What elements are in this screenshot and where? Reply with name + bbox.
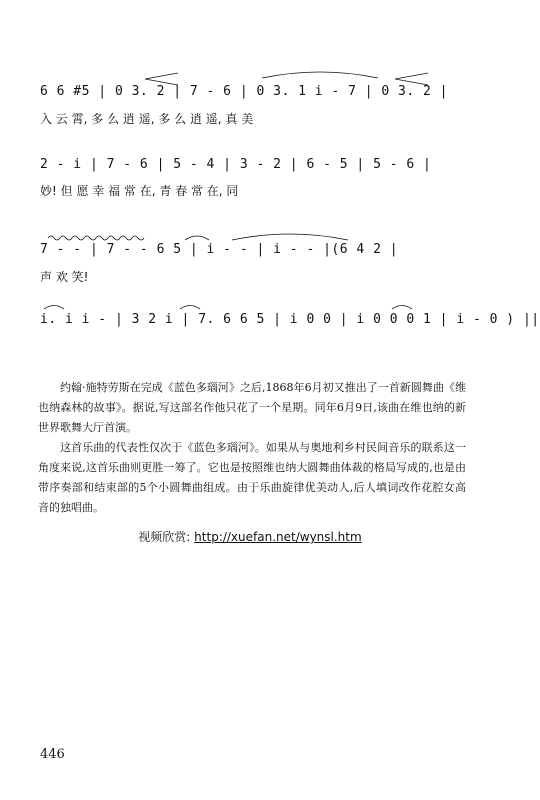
slur-mark bbox=[185, 236, 209, 240]
score-row-2-notes: 2 - i | 7 - 6 | 5 - 4 | 3 - 2 | 6 - 5 | 5 - 6 | bbox=[40, 157, 432, 172]
score-row-3-lyrics: 声 欢 笑! bbox=[40, 270, 89, 284]
score-row-4-notes: i. i i - | 3 2 i | 7. 6 6 5 | i 0 0 | i 0 0 0 1 | i - 0 ) || bbox=[40, 312, 540, 327]
article-body bbox=[38, 378, 466, 518]
paragraph-2: 这首乐曲的代表性仅次于《蓝色多瑙河》。如果从与奥地利乡村民间音乐的联系这一角度来说,这首乐曲则更胜一筹了。它也是按照维也纳大圆舞曲体裁的格局写成的,也是由带序奏部和结束部的5个小圆舞曲组成。由于乐曲旋律优美动人,后人填词改作花腔女高音的独唱曲。 bbox=[38, 441, 466, 514]
slur-mark bbox=[44, 306, 64, 310]
slur-mark bbox=[392, 306, 412, 310]
video-link-line bbox=[0, 528, 500, 545]
slur-mark bbox=[232, 234, 348, 240]
score-row-1-notes: 6 6 #5 | 0 3. 2 | 7 - 6 | 0 3. 1 i - 7 | 0 3. 2 | bbox=[40, 84, 449, 99]
video-link[interactable]: http://xuefan.net/wynsl.htm bbox=[194, 530, 362, 544]
slur-mark bbox=[180, 306, 200, 310]
page-number: 446 bbox=[40, 747, 65, 762]
score-row-3-notes: 7 - - | 7 - - 6 5 | i - - | i - - |(6 4 2 | bbox=[40, 242, 399, 257]
slur-mark bbox=[262, 72, 378, 78]
paragraph-1: 约翰·施特劳斯在完成《蓝色多瑙河》之后,1868年6月初又推出了一首新圆舞曲《维也纳森林的故事》。据说,写这部名作他只花了一个星期。同年6月9日,该曲在维也纳的新世界歌舞大厅首演。 bbox=[38, 381, 466, 434]
score-row-1-lyrics: 入 云 霄, 多 么 逍 遥, 多 么 逍 遥, 真 美 bbox=[40, 112, 254, 126]
trill-line bbox=[48, 236, 144, 240]
video-label: 视频欣赏: bbox=[138, 530, 191, 544]
score-row-2-lyrics: 妙! 但 愿 幸 福 常 在, 青 春 常 在, 同 bbox=[40, 184, 239, 198]
